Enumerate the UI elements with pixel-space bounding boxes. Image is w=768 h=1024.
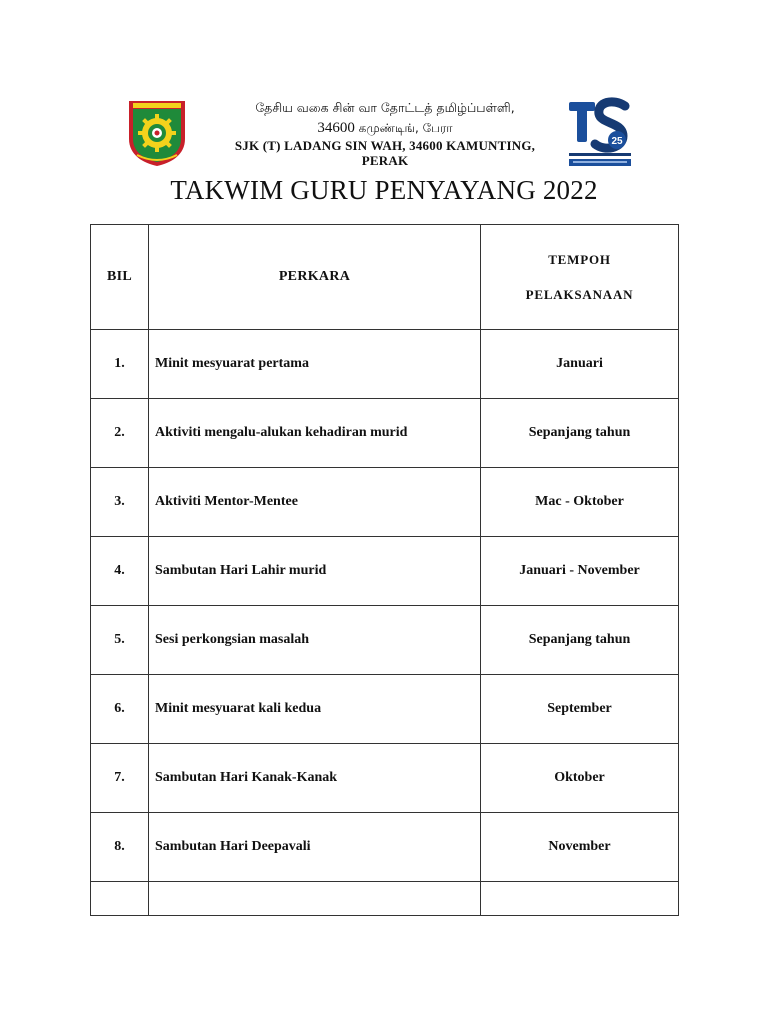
row-tempoh: Mac - Oktober bbox=[481, 468, 679, 537]
row-bil: 3. bbox=[91, 468, 149, 537]
postcode: 34600 bbox=[317, 120, 355, 136]
table-row bbox=[91, 675, 679, 744]
ts25-logo-icon bbox=[567, 96, 633, 170]
school-name-line-2: PERAK bbox=[361, 153, 409, 168]
empty-cell bbox=[91, 882, 149, 916]
header-tempoh-line-2: PELAKSANAAN bbox=[525, 287, 634, 302]
tamil-town: கமுண்டிங், பேரா bbox=[358, 121, 453, 135]
row-perkara: Minit mesyuarat pertama bbox=[149, 330, 481, 399]
table-header-row bbox=[91, 225, 679, 330]
table-row bbox=[91, 399, 679, 468]
row-perkara: Minit mesyuarat kali kedua bbox=[149, 675, 481, 744]
row-bil: 5. bbox=[91, 606, 149, 675]
school-crest-icon bbox=[127, 99, 187, 167]
table-row bbox=[91, 813, 679, 882]
table-row bbox=[91, 744, 679, 813]
empty-cell bbox=[149, 882, 481, 916]
table-row bbox=[91, 468, 679, 537]
row-tempoh: November bbox=[481, 813, 679, 882]
row-tempoh: Sepanjang tahun bbox=[481, 606, 679, 675]
header-tempoh bbox=[481, 225, 679, 330]
row-bil: 8. bbox=[91, 813, 149, 882]
row-perkara: Aktiviti Mentor-Mentee bbox=[149, 468, 481, 537]
row-perkara: Aktiviti mengalu-alukan kehadiran murid bbox=[149, 399, 481, 468]
takwim-table bbox=[90, 224, 679, 916]
header-bil: BIL bbox=[91, 225, 149, 330]
empty-cell bbox=[481, 882, 679, 916]
tamil-school-name: தேசிய வகை சின் வா தோட்டத் தமிழ்ப்பள்ளி, bbox=[255, 100, 515, 115]
document-title: TAKWIM GURU PENYAYANG 2022 bbox=[170, 175, 598, 205]
table-row bbox=[91, 537, 679, 606]
row-bil: 2. bbox=[91, 399, 149, 468]
school-header bbox=[200, 98, 570, 168]
row-tempoh: September bbox=[481, 675, 679, 744]
row-tempoh: Oktober bbox=[481, 744, 679, 813]
tamil-address bbox=[200, 118, 570, 138]
row-bil: 7. bbox=[91, 744, 149, 813]
school-name-line-1: SJK (T) LADANG SIN WAH, 34600 KAMUNTING, bbox=[234, 138, 536, 153]
row-bil: 4. bbox=[91, 537, 149, 606]
header-tempoh-line-1: TEMPOH bbox=[548, 252, 611, 267]
row-bil: 6. bbox=[91, 675, 149, 744]
table-row bbox=[91, 606, 679, 675]
row-perkara: Sambutan Hari Kanak-Kanak bbox=[149, 744, 481, 813]
ts-badge-number: 25 bbox=[611, 136, 623, 147]
row-perkara: Sambutan Hari Deepavali bbox=[149, 813, 481, 882]
row-tempoh: Sepanjang tahun bbox=[481, 399, 679, 468]
table-row-empty bbox=[91, 882, 679, 916]
row-tempoh: Januari bbox=[481, 330, 679, 399]
table-row bbox=[91, 330, 679, 399]
header-perkara: PERKARA bbox=[149, 225, 481, 330]
row-tempoh: Januari - November bbox=[481, 537, 679, 606]
row-bil: 1. bbox=[91, 330, 149, 399]
row-perkara: Sesi perkongsian masalah bbox=[149, 606, 481, 675]
row-perkara: Sambutan Hari Lahir murid bbox=[149, 537, 481, 606]
